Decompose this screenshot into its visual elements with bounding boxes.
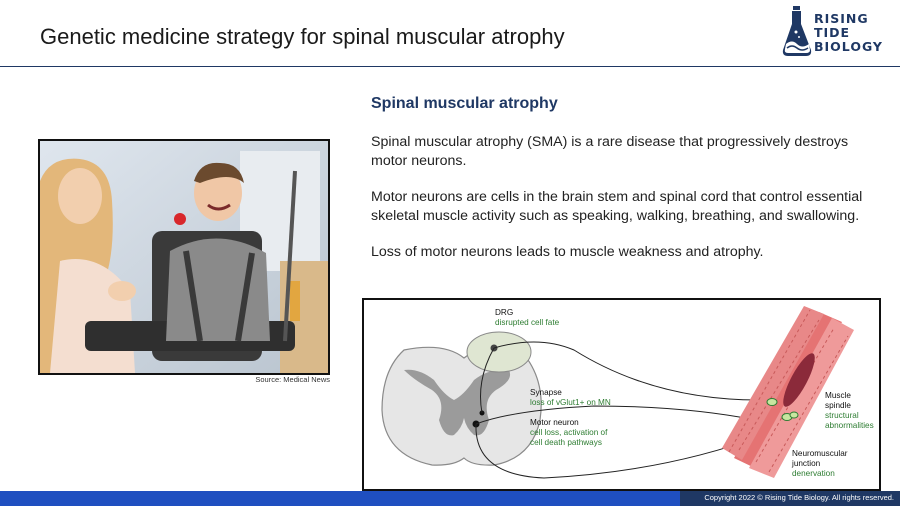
label-sub: loss of vGlut1+ on MN bbox=[530, 398, 611, 407]
label-drg bbox=[495, 308, 559, 328]
paragraph: Spinal muscular atrophy (SMA) is a rare disease that progressively destroys motor neurons. bbox=[371, 134, 849, 169]
header-divider bbox=[0, 66, 900, 67]
flask-wave-icon bbox=[782, 6, 814, 58]
label-sub: disrupted cell fate bbox=[495, 318, 560, 327]
logo-line: TIDE bbox=[814, 25, 851, 40]
label-title: junction bbox=[792, 459, 821, 468]
slide-title: Genetic medicine strategy for spinal muscular atrophy bbox=[40, 24, 565, 49]
paragraph: Motor neurons are cells in the brain stem and spinal cord that control essential skeletal muscle activity such as speaking, walking, breathing, and swallowing. bbox=[371, 189, 863, 224]
logo-line: BIOLOGY bbox=[814, 39, 883, 54]
label-title: DRG bbox=[495, 308, 514, 317]
photo-source-caption: Source: Medical News bbox=[255, 375, 330, 384]
nmj-marker bbox=[790, 412, 798, 418]
label-sub: cell death pathways bbox=[530, 438, 602, 447]
sma-diagram bbox=[362, 298, 881, 491]
label-sub: structural bbox=[825, 411, 859, 420]
logo-line: RISING bbox=[814, 11, 869, 26]
patient-photo bbox=[38, 139, 330, 375]
label-title: Muscle bbox=[825, 391, 851, 400]
label-muscle-spindle bbox=[825, 391, 874, 431]
section-heading: Spinal muscular atrophy bbox=[371, 95, 558, 112]
logo-wordmark bbox=[814, 12, 883, 54]
label-motor-neuron bbox=[530, 418, 607, 448]
label-sub: abnormalities bbox=[825, 421, 874, 430]
label-title: spindle bbox=[825, 401, 851, 410]
company-logo bbox=[780, 4, 898, 60]
drg-shape bbox=[467, 332, 531, 372]
label-sub: cell loss, activation of bbox=[530, 428, 608, 437]
label-sub: denervation bbox=[792, 469, 835, 478]
label-synapse bbox=[530, 388, 611, 408]
copyright-text: Copyright 2022 © Rising Tide Biology. All rights reserved. bbox=[704, 493, 894, 502]
paragraph: Loss of motor neurons leads to muscle weakness and atrophy. bbox=[371, 244, 764, 260]
spindle-marker bbox=[767, 399, 777, 406]
label-title: Synapse bbox=[530, 388, 562, 397]
label-title: Neuromuscular bbox=[792, 449, 848, 458]
body-text bbox=[371, 133, 881, 279]
label-nmj bbox=[792, 449, 848, 479]
label-title: Motor neuron bbox=[530, 418, 579, 427]
